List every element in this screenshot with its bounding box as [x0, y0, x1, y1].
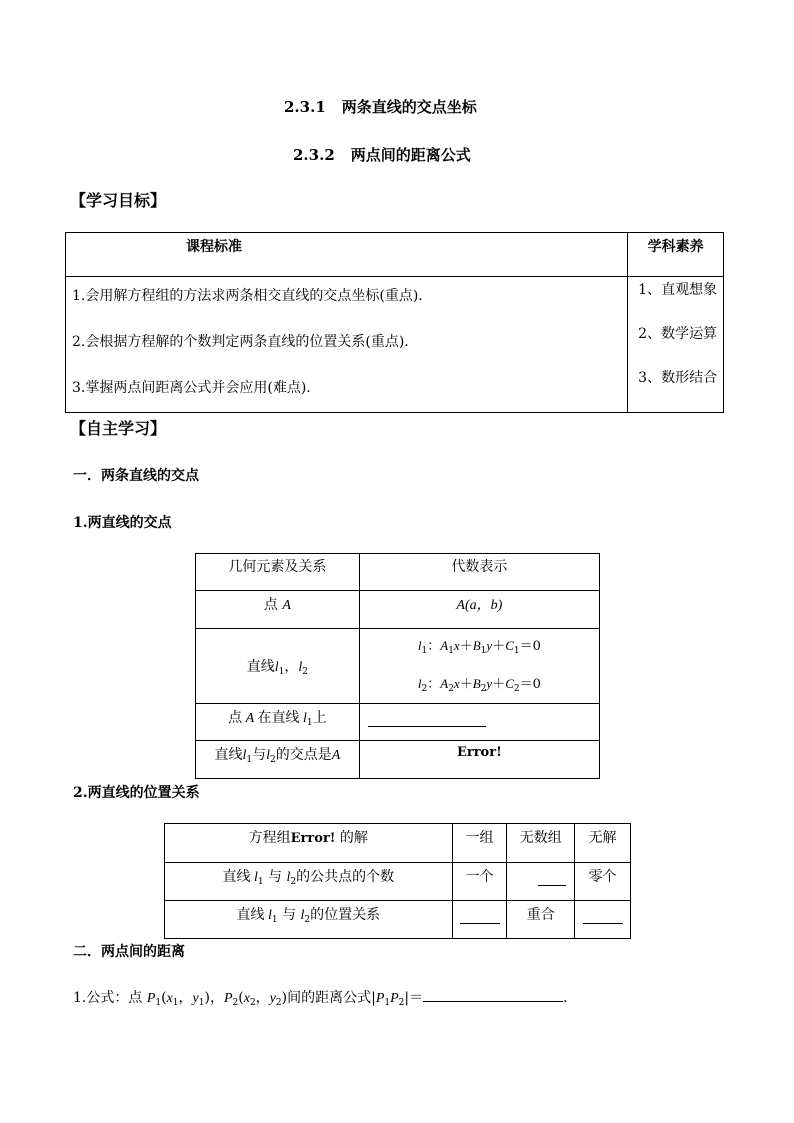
standard-item-3: 3.掌握两点间距离公式并会应用(难点).: [72, 380, 311, 396]
t1-r3-post: 上: [312, 710, 327, 726]
t1-point-coords: A(a，b): [456, 598, 503, 613]
t2-common-points-cell: 直线 $l_1$ 与 $l_2$的公共点的个数: [165, 863, 453, 901]
standard-item-1: 1.会用解方程组的方法求两条相交直线的交点坐标(重点).: [72, 288, 423, 304]
t1-intersection-cell: 直线$l_1$与$l_2$的交点是A: [196, 741, 360, 779]
t2-r1-pre: 直线: [222, 869, 251, 885]
t1-point-label: 点: [263, 597, 278, 613]
t2-header-system: [165, 824, 453, 863]
t1-point-coords-cell: [359, 591, 599, 629]
self-study-heading: 【自主学习】: [70, 419, 167, 438]
t2-r1-post: 的公共点的个数: [296, 869, 395, 885]
title-2-number: 2.3.2: [293, 146, 335, 164]
t1-r3-mid: 在直线: [257, 710, 300, 726]
t2-header-one: 一组: [452, 824, 507, 863]
title-2: [293, 144, 471, 165]
subsection-2-heading: 2.两直线的位置关系: [73, 785, 200, 801]
t1-r4-pre: 直线: [214, 747, 243, 763]
t1-point-var: A: [282, 598, 291, 613]
t2-relation-cell: 直线 $l_1$ 与 $l_2$的位置关系: [165, 901, 453, 939]
t2-h1-post: 的解: [335, 830, 368, 846]
intersection-table: [195, 553, 600, 779]
t2-zero-points: 零个: [575, 863, 631, 901]
t2-coincide: 重合: [507, 901, 575, 939]
title-1-text: 两条直线的交点坐标: [341, 98, 477, 116]
t2-one-point: 一个: [452, 863, 507, 901]
t1-eq-l1: $l_1$：$A_1x+B_1y+C_1=0$: [417, 638, 541, 656]
t2-blank-2[interactable]: [460, 911, 500, 924]
t1-line-equations: [359, 629, 599, 704]
objectives-col1-header: 课程标准: [66, 233, 628, 277]
t2-infinite-points-answer: [507, 863, 575, 901]
t1-r4-post: 的交点是: [275, 747, 332, 763]
t2-r2-post: 的位置关系: [310, 907, 381, 923]
objectives-heading: 【学习目标】: [70, 191, 167, 210]
title-1-number: 2.3.1: [284, 98, 326, 116]
t2-r2-mid: 与: [282, 907, 297, 923]
t2-blank-3[interactable]: [583, 911, 623, 924]
literacy-item-2: 2、数学运算: [638, 326, 718, 342]
t1-point-on-line-cell: 点 A 在直线 $l_1$上: [196, 704, 360, 741]
t2-r1-mid: 与: [268, 869, 283, 885]
literacy-item-3: 3、数形结合: [638, 370, 718, 386]
t1-r3-pre: 点: [228, 710, 243, 726]
t1-r4-mid: 与: [252, 747, 267, 763]
t2-h1-pre: 方程组: [248, 830, 291, 846]
distance-formula-line: 1.公式：点 $P_1(x_1$，$y_1$)，$P_2(x_2$，$y_2$)间的距离公式$|P_1P_2|=$ .: [73, 990, 568, 1008]
t1-point-on-line-answer: [359, 704, 599, 741]
t2-relation-none-answer: [575, 901, 631, 939]
t2-header-infinite: 无数组: [507, 824, 575, 863]
t1-point-cell: [196, 591, 360, 629]
part-2-heading: 二．两点间的距离: [73, 944, 185, 960]
t2-h1-error: Error!: [290, 831, 336, 846]
t1-answer-blank[interactable]: [368, 714, 486, 727]
objectives-table: [65, 232, 724, 413]
objectives-standards-cell: [66, 277, 628, 413]
objectives-literacy-cell: [628, 277, 724, 413]
literacy-item-1: 1、直观想象: [638, 282, 718, 298]
title-2-text: 两点间的距离公式: [350, 146, 471, 164]
standard-item-2: 2.会根据方程解的个数判定两条直线的位置关系(重点).: [72, 334, 409, 350]
t1-lines-cell: 直线$l_1$，$l_2$: [196, 629, 360, 704]
t2-blank-1[interactable]: [538, 873, 566, 886]
t1-intersection-error: Error!: [359, 741, 599, 779]
t2-relation-one-answer: [452, 901, 507, 939]
t2-r2-pre: 直线: [236, 907, 265, 923]
subsection-1-heading: 1.两直线的交点: [73, 515, 172, 531]
t1-header-geometry: 几何元素及关系: [196, 554, 360, 591]
objectives-col2-header: 学科素养: [628, 233, 724, 277]
t2-header-none: 无解: [575, 824, 631, 863]
formula-blank[interactable]: [423, 989, 563, 1002]
t1-lines-label: 直线: [246, 658, 275, 675]
part-1-heading: 一．两条直线的交点: [73, 468, 199, 484]
formula-pre: 1.公式：点: [73, 990, 143, 1006]
position-relation-table: [164, 823, 631, 939]
t1-eq-l2: $l_2$：$A_2x+B_2y+C_2=0$: [417, 676, 541, 694]
t1-header-algebra: 代数表示: [359, 554, 599, 591]
formula-mid: 间的距离公式: [287, 990, 372, 1006]
title-1: [284, 96, 477, 117]
